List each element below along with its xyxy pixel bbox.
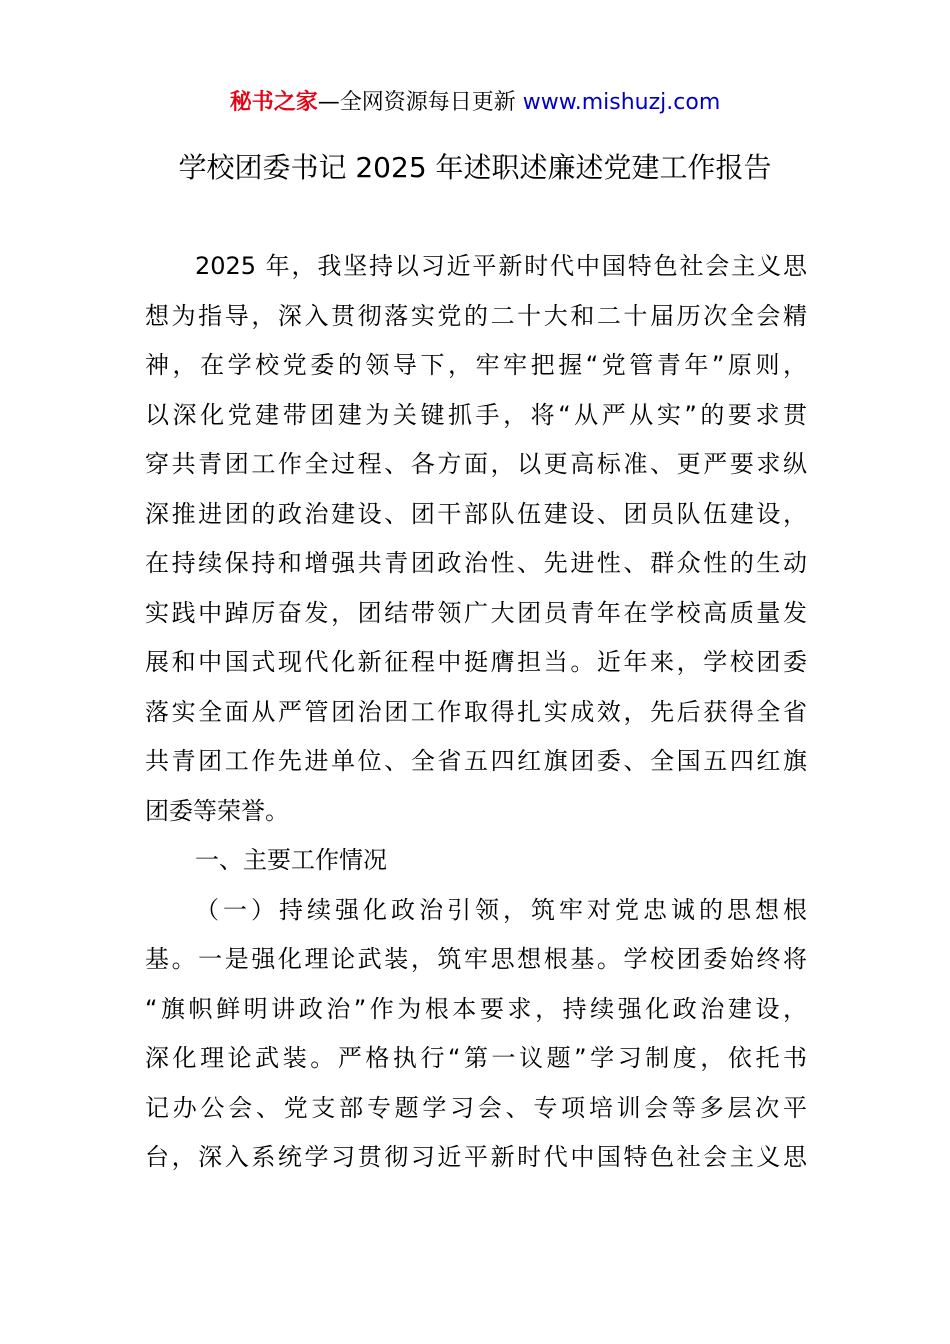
section-heading: 一、主要工作情况 — [195, 846, 387, 874]
paragraph-line: 基。一是强化理论武装，筑牢思想根基。学校团委始终将 — [145, 945, 807, 973]
site-url-link[interactable]: www.mishuzj.com — [522, 90, 721, 115]
document-title: 学校团委书记 2025 年述职述廉述党建工作报告 — [178, 151, 772, 184]
document-body — [145, 242, 807, 1183]
paragraph-line: 2025 年，我坚持以习近平新时代中国特色社会主义思 — [195, 252, 807, 280]
paragraph-line: 共青团工作先进单位、全省五四红旗团委、全国五四红旗 — [145, 747, 807, 775]
paragraph-line: 神，在学校党委的领导下，牢牢把握“党管青年”原则， — [145, 351, 807, 379]
paragraph-line: 在持续保持和增强共青团政治性、先进性、群众性的生动 — [145, 549, 807, 577]
paragraph-line: 记办公会、党支部专题学习会、专项培训会等多层次平 — [145, 1093, 807, 1122]
paragraph-line: 深推进团的政治建设、团干部队伍建设、团员队伍建设， — [145, 499, 807, 528]
site-tagline: —全网资源每日更新 — [317, 90, 523, 115]
paragraph-line: 展和中国式现代化新征程中挺膺担当。近年来，学校团委 — [145, 648, 807, 676]
paragraph-line: 团委等荣誉。 — [145, 796, 289, 825]
paragraph-line: 以深化党建带团建为关键抓手，将“从严从实”的要求贯 — [145, 400, 807, 429]
paragraph-line: 台，深入系统学习贯彻习近平新时代中国特色社会主义思 — [145, 1143, 807, 1171]
paragraph-line: 深化理论武装。严格执行“第一议题”学习制度，依托书 — [145, 1044, 807, 1072]
paragraph-line: 想为指导，深入贯彻落实党的二十大和二十届历次全会精 — [145, 301, 807, 330]
site-header — [0, 86, 950, 120]
subsection-heading-line: （一）持续强化政治引领，筑牢对党忠诚的思想根 — [195, 895, 807, 924]
paragraph-line: 实践中踔厉奋发，团结带领广大团员青年在学校高质量发 — [145, 598, 807, 627]
paragraph-line: 穿共青团工作全过程、各方面，以更高标准、更严要求纵 — [145, 450, 807, 478]
paragraph-line: 落实全面从严管团治团工作取得扎实成效，先后获得全省 — [145, 697, 807, 726]
paragraph-line: “旗帜鲜明讲政治”作为根本要求，持续强化政治建设， — [145, 994, 807, 1023]
site-name: 秘书之家 — [229, 90, 318, 115]
